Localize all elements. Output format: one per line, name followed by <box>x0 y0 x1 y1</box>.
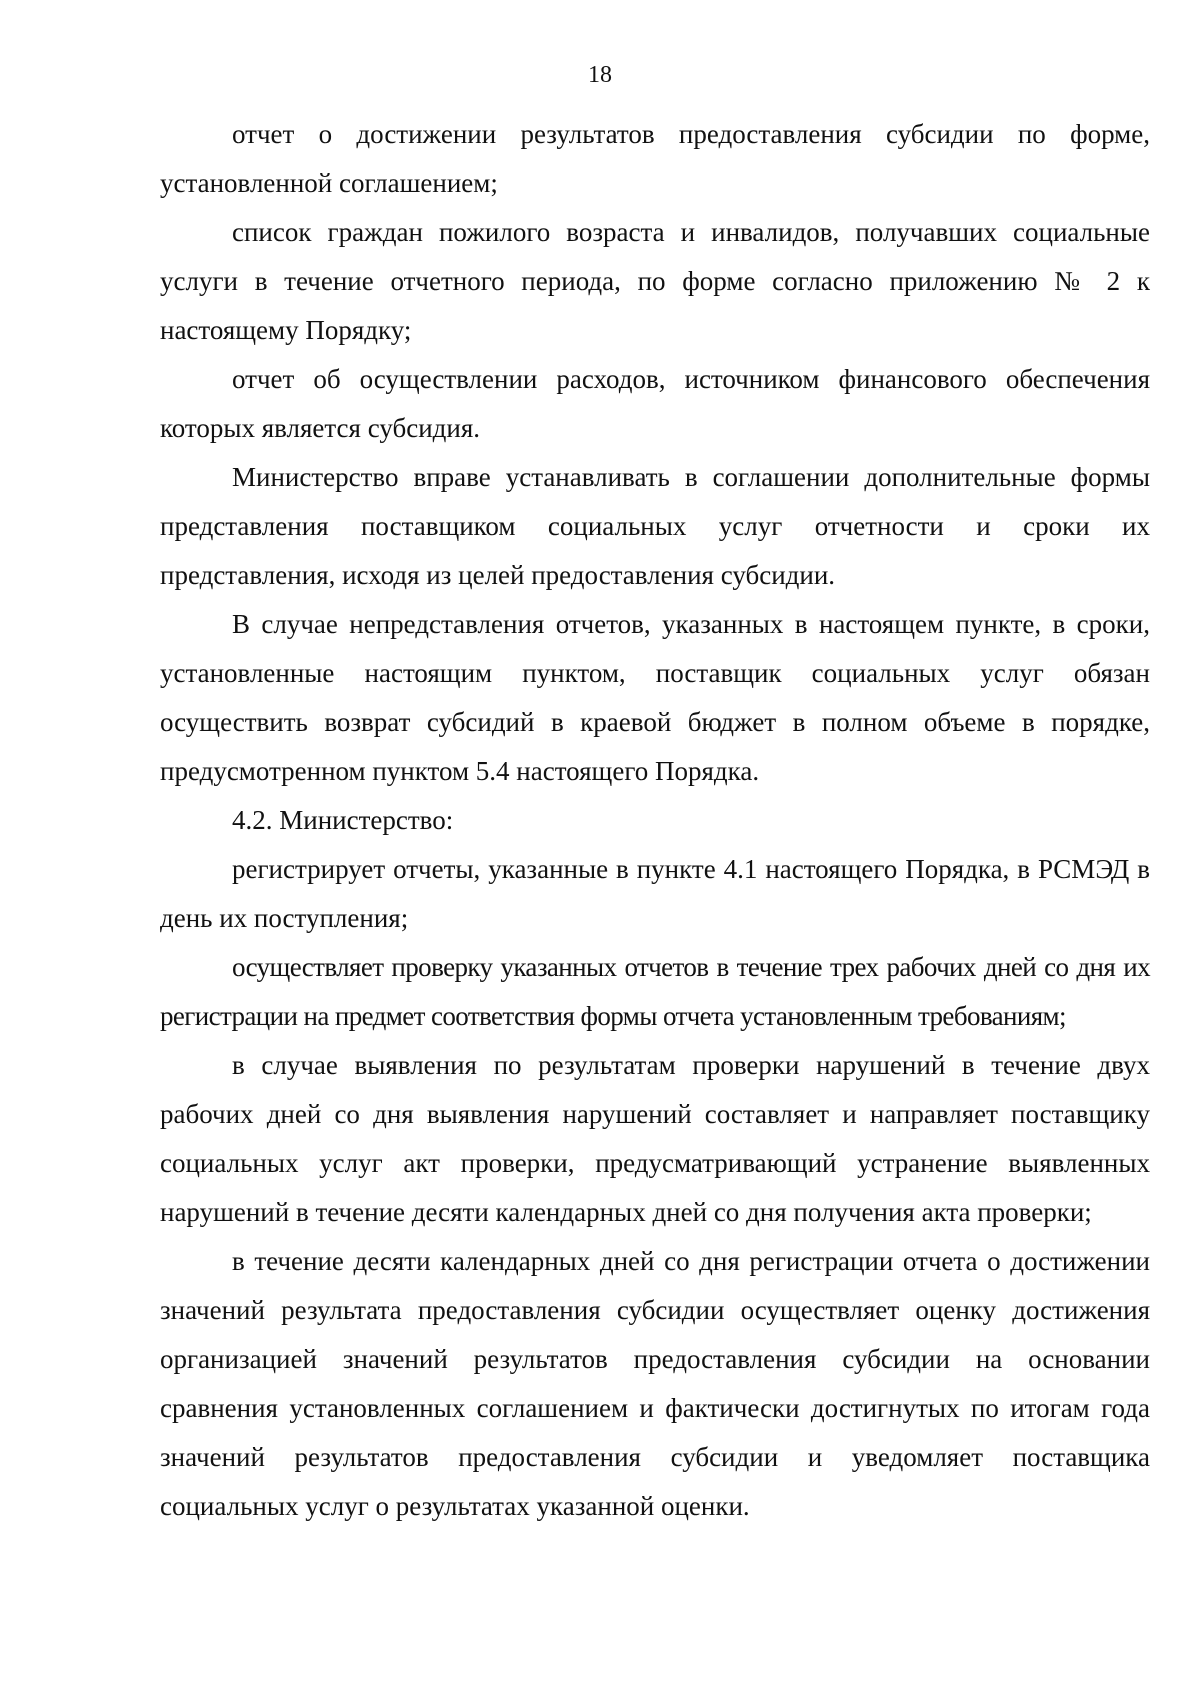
paragraph-non-submission: В случае непредставления отчетов, указанных в настоящем пункте, в сроки, установленные настоящим пунктом, поставщик социальных услуг обязан осуществить возврат субсидий в краевой бюджет в полном объеме в порядке, предусмотренном пунктом 5.4 настоящего Порядка. <box>160 609 1150 786</box>
paragraph-ministry-additional-forms: Министерство вправе устанавливать в соглашении дополнительные формы представления поставщиком социальных услуг отчетности и сроки их представления, исходя из целей предоставления субсидии. <box>160 462 1150 590</box>
section-heading-4-2: 4.2. Министерство: <box>232 805 454 835</box>
paragraph-registers-reports: регистрирует отчеты, указанные в пункте 4.1 настоящего Порядка, в РСМЭД в день их поступления; <box>160 854 1150 933</box>
paragraph-citizens-list: список граждан пожилого возраста и инвалидов, получавших социальные услуги в течение отчетного периода, по форме согласно приложению № 2 к настоящему Порядку; <box>160 217 1150 345</box>
paragraph-report-achievement: отчет о достижении результатов предоставления субсидии по форме, установленной соглашением; <box>160 119 1150 198</box>
page-number: 18 <box>588 62 612 88</box>
paragraph-violations-act: в случае выявления по результатам проверки нарушений в течение двух рабочих дней со дня выявления нарушений составляет и направляет поставщику социальных услуг акт проверки, предусматривающий устранение выявленных нарушений в течение десяти календарных дней со дня получения акта проверки; <box>160 1050 1150 1227</box>
paragraph-achievement-evaluation: в течение десяти календарных дней со дня регистрации отчета о достижении значений результата предоставления субсидии осуществляет оценку достижения организацией значений результатов предоставления субсидии на основании сравнения установленных соглашением и фактически достигнутых по итогам года значений результатов предоставления субсидии и уведомляет поставщика социальных услуг о результатах указанной оценки. <box>160 1246 1150 1521</box>
document-body <box>160 110 1150 1531</box>
paragraph-checks-reports: осуществляет проверку указанных отчетов в течение трех рабочих дней со дня их регистрации на предмет соответствия формы отчета установленным требованиям; <box>160 952 1150 1031</box>
paragraph-expenses-report: отчет об осуществлении расходов, источником финансового обеспечения которых является субсидия. <box>160 364 1150 443</box>
